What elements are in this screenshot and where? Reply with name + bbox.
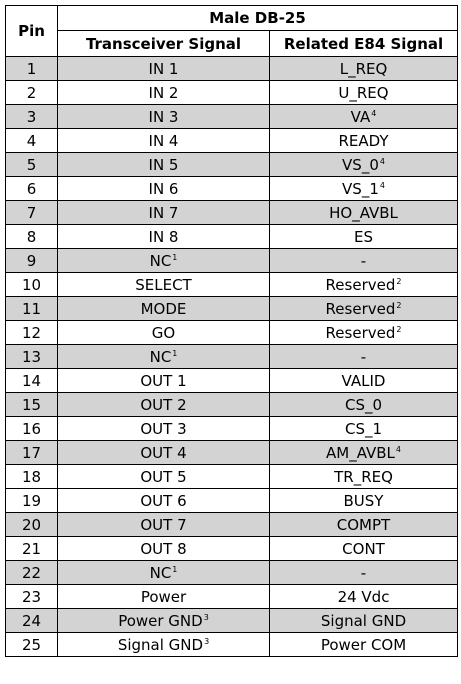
pin-number: 22 — [6, 561, 58, 585]
table-row — [6, 489, 458, 513]
transceiver-signal: GO — [151, 323, 176, 342]
pin-number: 19 — [6, 489, 58, 513]
transceiver-signal-cell — [58, 489, 270, 513]
transceiver-signal-cell — [58, 273, 270, 297]
related-e84-signal-cell — [270, 369, 458, 393]
table-row — [6, 441, 458, 465]
transceiver-signal: OUT 5 — [140, 467, 187, 486]
pin-number: 6 — [6, 177, 58, 201]
pin-number: 11 — [6, 297, 58, 321]
transceiver-signal-cell — [58, 129, 270, 153]
table-row — [6, 273, 458, 297]
related-e84-signal: U_REQ — [338, 83, 389, 102]
related-e84-signal: VS_1 — [342, 179, 379, 198]
transceiver-signal: IN 6 — [148, 179, 179, 198]
transceiver-signal: OUT 2 — [140, 395, 187, 414]
transceiver-signal-cell — [58, 345, 270, 369]
pin-number: 24 — [6, 609, 58, 633]
transceiver-signal: IN 3 — [148, 107, 179, 126]
related-e84-signal: L_REQ — [339, 59, 388, 78]
transceiver-signal-cell — [58, 297, 270, 321]
transceiver-signal: Signal GND — [117, 635, 204, 654]
pin-number: 3 — [6, 105, 58, 129]
transceiver-signal: OUT 4 — [140, 443, 187, 462]
transceiver-signal-cell — [58, 441, 270, 465]
footnote-marker: 4 — [371, 108, 377, 118]
related-e84-signal-cell — [270, 393, 458, 417]
related-e84-signal-cell — [270, 273, 458, 297]
pin-number: 1 — [6, 57, 58, 81]
table-row — [6, 105, 458, 129]
pin-number: 7 — [6, 201, 58, 225]
transceiver-signal-cell — [58, 57, 270, 81]
related-e84-signal-cell — [270, 129, 458, 153]
transceiver-signal-cell — [58, 225, 270, 249]
related-e84-signal: ES — [354, 227, 373, 246]
table-row — [6, 81, 458, 105]
table-row — [6, 249, 458, 273]
transceiver-signal: Power GND — [118, 611, 203, 630]
pin-number: 25 — [6, 633, 58, 657]
transceiver-signal: NC — [149, 347, 172, 366]
related-e84-signal-cell — [270, 561, 458, 585]
pinout-table — [5, 5, 458, 657]
footnote-marker: 1 — [172, 564, 178, 574]
related-e84-signal-cell — [270, 177, 458, 201]
related-e84-signal: Reserved — [325, 275, 396, 294]
related-e84-signal-cell — [270, 321, 458, 345]
transceiver-signal-cell — [58, 417, 270, 441]
related-e84-signal-cell — [270, 57, 458, 81]
pinout-rows — [6, 57, 458, 657]
related-e84-signal: AM_AVBL — [326, 443, 395, 462]
footnote-marker: 4 — [379, 180, 385, 190]
related-e84-signal-cell — [270, 81, 458, 105]
related-e84-signal: HO_AVBL — [329, 203, 398, 222]
table-row — [6, 321, 458, 345]
transceiver-signal-cell — [58, 393, 270, 417]
related-e84-signal-cell — [270, 249, 458, 273]
transceiver-signal: Power — [140, 587, 187, 606]
transceiver-signal: NC — [149, 251, 172, 270]
transceiver-signal: SELECT — [135, 275, 192, 294]
footnote-marker: 2 — [396, 276, 402, 286]
transceiver-signal-cell — [58, 201, 270, 225]
table-row — [6, 225, 458, 249]
transceiver-signal-cell — [58, 369, 270, 393]
pin-number: 5 — [6, 153, 58, 177]
pin-column-header: Pin — [6, 6, 58, 57]
transceiver-signal-cell — [58, 81, 270, 105]
footnote-marker: 3 — [203, 612, 209, 622]
table-row — [6, 57, 458, 81]
transceiver-signal-cell — [58, 177, 270, 201]
related-e84-signal: READY — [338, 131, 389, 150]
table-row — [6, 345, 458, 369]
table-row — [6, 633, 458, 657]
pin-number: 2 — [6, 81, 58, 105]
related-e84-signal: CS_1 — [344, 419, 383, 438]
transceiver-signal-cell — [58, 249, 270, 273]
transceiver-signal: OUT 3 — [140, 419, 187, 438]
transceiver-signal-cell — [58, 633, 270, 657]
table-row — [6, 417, 458, 441]
pin-number: 20 — [6, 513, 58, 537]
related-e84-signal: COMPT — [336, 515, 391, 534]
pin-number: 12 — [6, 321, 58, 345]
related-e84-signal: Power COM — [320, 635, 407, 654]
transceiver-signal-cell — [58, 153, 270, 177]
footnote-marker: 2 — [396, 300, 402, 310]
transceiver-signal-cell — [58, 537, 270, 561]
related-e84-signal-cell — [270, 153, 458, 177]
transceiver-signal: IN 2 — [148, 83, 179, 102]
related-e84-signal-cell — [270, 417, 458, 441]
pin-number: 4 — [6, 129, 58, 153]
pin-number: 10 — [6, 273, 58, 297]
related-e84-signal-cell — [270, 105, 458, 129]
footnote-marker: 4 — [379, 156, 385, 166]
transceiver-signal: IN 7 — [148, 203, 179, 222]
pin-number: 13 — [6, 345, 58, 369]
pin-number: 16 — [6, 417, 58, 441]
transceiver-signal-header: Transceiver Signal — [58, 31, 270, 57]
related-e84-signal-cell — [270, 585, 458, 609]
transceiver-signal: OUT 8 — [140, 539, 187, 558]
table-row — [6, 177, 458, 201]
related-e84-signal-cell — [270, 465, 458, 489]
table-row — [6, 369, 458, 393]
related-e84-signal: - — [360, 347, 367, 366]
footnote-marker: 1 — [172, 252, 178, 262]
related-e84-signal-cell — [270, 489, 458, 513]
transceiver-signal: IN 5 — [148, 155, 179, 174]
pinout-table-container — [5, 5, 458, 657]
table-row — [6, 297, 458, 321]
pin-number: 23 — [6, 585, 58, 609]
related-e84-signal: BUSY — [343, 491, 384, 510]
transceiver-signal-cell — [58, 465, 270, 489]
related-e84-signal-cell — [270, 345, 458, 369]
related-e84-signal-cell — [270, 297, 458, 321]
table-row — [6, 465, 458, 489]
related-e84-signal: VALID — [341, 371, 386, 390]
connector-group-header: Male DB-25 — [58, 6, 458, 31]
table-row — [6, 129, 458, 153]
transceiver-signal: NC — [149, 563, 172, 582]
transceiver-signal: OUT 1 — [140, 371, 187, 390]
transceiver-signal-cell — [58, 321, 270, 345]
pin-number: 17 — [6, 441, 58, 465]
transceiver-signal: MODE — [140, 299, 187, 318]
related-e84-signal: - — [360, 251, 367, 270]
related-e84-signal: TR_REQ — [334, 467, 393, 486]
table-row — [6, 585, 458, 609]
footnote-marker: 3 — [204, 636, 210, 646]
table-row — [6, 513, 458, 537]
related-e84-signal: Reserved — [325, 299, 396, 318]
related-e84-signal: CS_0 — [344, 395, 383, 414]
related-e84-signal-cell — [270, 201, 458, 225]
pin-number: 14 — [6, 369, 58, 393]
transceiver-signal: IN 8 — [148, 227, 179, 246]
related-e84-signal: Reserved — [325, 323, 396, 342]
pin-number: 9 — [6, 249, 58, 273]
table-row — [6, 609, 458, 633]
related-e84-signal-cell — [270, 441, 458, 465]
footnote-marker: 2 — [396, 324, 402, 334]
related-e84-signal: - — [360, 563, 367, 582]
related-e84-signal: 24 Vdc — [337, 587, 390, 606]
related-e84-signal: CONT — [342, 539, 385, 558]
related-e84-signal-cell — [270, 225, 458, 249]
related-e84-signal: VA — [350, 107, 371, 126]
related-e84-signal: VS_0 — [342, 155, 379, 174]
transceiver-signal: IN 4 — [148, 131, 179, 150]
transceiver-signal-cell — [58, 585, 270, 609]
pin-number: 18 — [6, 465, 58, 489]
transceiver-signal: OUT 7 — [140, 515, 187, 534]
related-e84-signal: Signal GND — [320, 611, 407, 630]
pin-number: 8 — [6, 225, 58, 249]
pin-number: 21 — [6, 537, 58, 561]
transceiver-signal: OUT 6 — [140, 491, 187, 510]
transceiver-signal-cell — [58, 513, 270, 537]
related-e84-signal-cell — [270, 513, 458, 537]
related-e84-signal-cell — [270, 633, 458, 657]
table-row — [6, 561, 458, 585]
related-e84-signal-cell — [270, 609, 458, 633]
footnote-marker: 4 — [395, 444, 402, 454]
table-row — [6, 537, 458, 561]
transceiver-signal-cell — [58, 105, 270, 129]
table-row — [6, 153, 458, 177]
transceiver-signal-cell — [58, 561, 270, 585]
pin-number: 15 — [6, 393, 58, 417]
transceiver-signal: IN 1 — [148, 59, 179, 78]
footnote-marker: 1 — [172, 348, 178, 358]
related-e84-signal-header: Related E84 Signal — [270, 31, 458, 57]
table-row — [6, 393, 458, 417]
transceiver-signal-cell — [58, 609, 270, 633]
table-row — [6, 201, 458, 225]
related-e84-signal-cell — [270, 537, 458, 561]
